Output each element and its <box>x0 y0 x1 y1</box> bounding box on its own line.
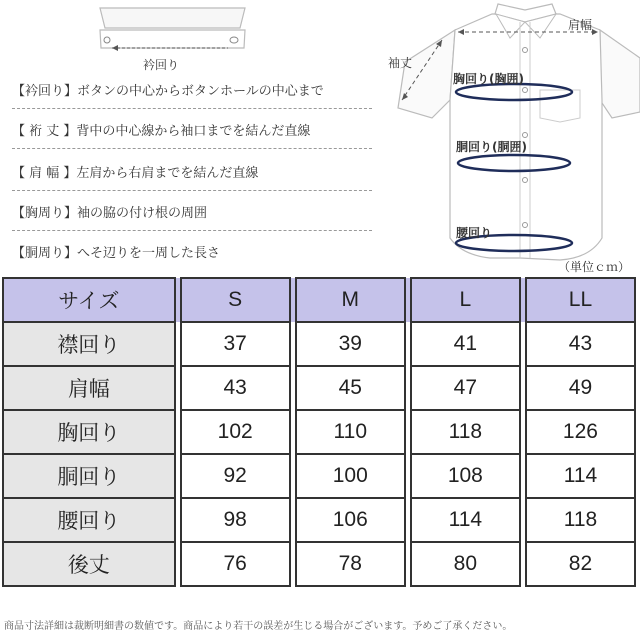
definition-key: 【 肩 幅 】 <box>12 166 77 181</box>
measurement-illustration <box>0 0 640 280</box>
row-label: 襟回り <box>3 322 175 366</box>
definition-text: へそ辺りを一周した長さ <box>77 246 221 261</box>
table-row <box>3 542 635 586</box>
definition-key: 【胴周り】 <box>12 246 78 261</box>
table-cell: 106 <box>296 498 405 542</box>
definition-text: 袖の脇の付け根の周囲 <box>77 206 208 221</box>
table-cell: 82 <box>526 542 635 586</box>
shirt-icon <box>398 4 640 260</box>
definition-text: ボタンの中心からボタンホールの中心まで <box>77 84 324 99</box>
collar-label: 衿回り <box>143 58 180 72</box>
table-cell: 45 <box>296 366 405 410</box>
divider <box>12 148 372 149</box>
definition-shoulder <box>12 166 372 182</box>
definition-text: 背中の中心線から袖口までを結んだ直線 <box>76 124 311 139</box>
table-cell: 114 <box>526 454 635 498</box>
table-cell: 49 <box>526 366 635 410</box>
definition-key: 【 裄 丈 】 <box>12 124 77 139</box>
table-cell: 39 <box>296 322 405 366</box>
table-row <box>3 322 635 366</box>
table-row <box>3 454 635 498</box>
waist-label: 胴回り(胴囲) <box>456 140 527 154</box>
table-cell: 92 <box>181 454 290 498</box>
row-label: 胴回り <box>3 454 175 498</box>
row-label: 後丈 <box>3 542 175 586</box>
table-cell: 43 <box>526 322 635 366</box>
table-cell: 37 <box>181 322 290 366</box>
table-row <box>3 410 635 454</box>
table-cell: 100 <box>296 454 405 498</box>
table-cell: 118 <box>411 410 520 454</box>
footnote: 商品寸法詳細は裁断明細書の数値です。商品により若干の誤差が生じる場合がございます。予めご了承ください。 <box>4 621 513 632</box>
table-cell: 98 <box>181 498 290 542</box>
definition-sleeve <box>12 124 372 140</box>
header-m: M <box>296 278 405 322</box>
table-header-row <box>3 278 635 322</box>
row-label: 腰回り <box>3 498 175 542</box>
unit-label: （単位ｃｍ） <box>557 260 630 274</box>
definition-text: 左肩から右肩までを結んだ直線 <box>76 166 259 181</box>
table-row <box>3 366 635 410</box>
table-cell: 43 <box>181 366 290 410</box>
shoulder-label: 肩幅 <box>568 18 593 32</box>
definition-chest <box>12 206 372 222</box>
row-label: 肩幅 <box>3 366 175 410</box>
table-cell: 102 <box>181 410 290 454</box>
table-cell: 47 <box>411 366 520 410</box>
table-cell: 41 <box>411 322 520 366</box>
definition-waist <box>12 246 372 262</box>
divider <box>12 108 372 109</box>
definition-key: 【衿回り】 <box>12 84 78 99</box>
sleeve-label: 袖丈 <box>388 56 413 70</box>
collar-icon <box>100 8 245 51</box>
chest-label: 胸回り(胸囲) <box>453 72 524 86</box>
table-cell: 126 <box>526 410 635 454</box>
hip-label: 腰回り <box>456 226 493 240</box>
divider <box>12 230 372 231</box>
table-cell: 78 <box>296 542 405 586</box>
table-row <box>3 498 635 542</box>
size-table <box>2 277 636 587</box>
definition-collar <box>12 84 372 100</box>
divider <box>12 190 372 191</box>
table-cell: 110 <box>296 410 405 454</box>
table-cell: 80 <box>411 542 520 586</box>
table-cell: 76 <box>181 542 290 586</box>
table-cell: 114 <box>411 498 520 542</box>
header-ll: LL <box>526 278 635 322</box>
table-cell: 108 <box>411 454 520 498</box>
shirt-diagram <box>0 0 640 280</box>
table-cell: 118 <box>526 498 635 542</box>
header-size: サイズ <box>3 278 175 322</box>
header-l: L <box>411 278 520 322</box>
row-label: 胸回り <box>3 410 175 454</box>
header-s: S <box>181 278 290 322</box>
definition-key: 【胸周り】 <box>12 206 78 221</box>
